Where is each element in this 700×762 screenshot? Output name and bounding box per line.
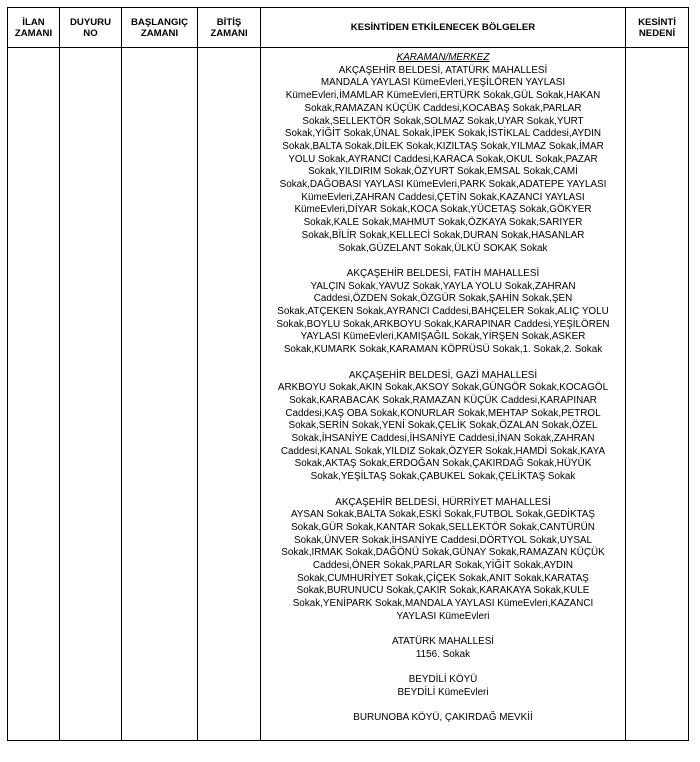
region-line: 1156. Sokak xyxy=(415,648,471,660)
region-line: Sokak,BOYLU Sokak,ARKBOYU Sokak,KARAPINAR Caddesi,YEŞİLÖREN xyxy=(276,318,610,330)
region-heading: ATATÜRK MAHALLESİ xyxy=(391,636,495,648)
region-line: Sokak,YEŞİLTAŞ Sokak,ÇABUKEL Sokak,ÇELİKTAŞ Sokak xyxy=(310,471,576,483)
region-line: Sokak,SERİN Sokak,YENİ Sokak,ÇELİK Sokak,ÖZALAN Sokak,ÖZEL xyxy=(288,420,598,432)
region-block xyxy=(261,370,625,484)
region-line: Sokak,ÜNVER Sokak,İHSANİYE Caddesi,DÖRTYOL Sokak,UYSAL xyxy=(293,534,592,546)
region-line: MANDALA YAYLASI KümeEvleri,YEŞİLÖREN YAYLASI xyxy=(320,77,566,89)
region-block xyxy=(261,497,625,624)
region-heading: AKÇAŞEHİR BELDESİ, FATİH MAHALLESİ xyxy=(346,267,540,279)
cell-kesinti-nedeni xyxy=(626,48,689,741)
region-block xyxy=(261,674,625,699)
region-line: Sokak,BİLİR Sokak,KELLECİ Sokak,DURAN Sokak,HASANLAR xyxy=(301,229,585,241)
region-heading: AKÇAŞEHİR BELDESİ, ATATÜRK MAHALLESİ xyxy=(338,64,548,76)
region-block xyxy=(261,712,625,725)
region-line: Sokak,BALTA Sokak,DİLEK Sokak,KIZILTAŞ Sokak,YILMAZ Sokak,İMAR xyxy=(282,140,604,152)
region-block xyxy=(261,65,625,256)
cell-duyuru-no xyxy=(60,48,122,741)
region-line: Sokak,YENİPARK Sokak,MANDALA YAYLASI KümeEvleri,KAZANCI xyxy=(292,598,594,610)
region-line: Sokak,KALE Sokak,MAHMUT Sokak,ÖZKAYA Sokak,SARIYER xyxy=(303,217,583,229)
region-line: Sokak,KUMARK Sokak,KARAMAN KÖPRÜSÜ Sokak,1. Sokak,2. Sokak xyxy=(283,344,603,356)
region-line: Sokak,IRMAK Sokak,DAĞÖNÜ Sokak,GÜNAY Sokak,RAMAZAN KÜÇÜK xyxy=(281,547,605,559)
region-heading: BURUNOBA KÖYÜ, ÇAKIRDAĞ MEVKİİ xyxy=(353,712,533,724)
region-line: KümeEvleri,DİYAR Sokak,KOCA Sokak,YÜCETAŞ Sokak,GÖKYER xyxy=(294,204,592,216)
region-line: YAYLASI KümeEvleri xyxy=(396,610,490,622)
cell-baslangic-zamani xyxy=(122,48,198,741)
region-line: Sokak,ATÇEKEN Sokak,AYRANCI Caddesi,BAHÇELER Sokak,ALIÇ YOLU xyxy=(277,306,609,318)
header-bitis-zamani: BİTİŞ ZAMANI xyxy=(198,8,261,48)
header-duyuru-no: DUYURU NO xyxy=(60,8,122,48)
cell-ilan-zamani xyxy=(8,48,60,741)
region-line: AYSAN Sokak,BALTA Sokak,ESKİ Sokak,FUTBOL Sokak,GEDİKTAŞ xyxy=(290,509,596,521)
region-heading: AKÇAŞEHİR BELDESİ, GAZİ MAHALLESİ xyxy=(348,369,538,381)
region-block xyxy=(261,636,625,661)
region-line: Sokak,CUMHURİYET Sokak,ÇİÇEK Sokak,ANIT Sokak,KARATAŞ xyxy=(297,572,589,584)
region-line: BEYDİLİ KümeEvleri xyxy=(397,687,489,699)
region-block xyxy=(261,268,625,357)
region-line: Caddesi,ÖNER Sokak,PARLAR Sokak,YİĞİT Sokak,AYDIN xyxy=(312,560,574,572)
header-etkilenecek-bolgeler: KESİNTİDEN ETKİLENECEK BÖLGELER xyxy=(261,8,626,48)
region-heading: BEYDİLİ KÖYÜ xyxy=(408,674,478,686)
region-line: KümeEvleri,ZAHRAN Caddesi,ÇETİN Sokak,KAZANCI YAYLASI xyxy=(301,191,585,203)
header-baslangic-zamani: BAŞLANGIÇ ZAMANI xyxy=(122,8,198,48)
cell-bitis-zamani xyxy=(198,48,261,741)
region-line: Sokak,GÜZELANT Sokak,ÜLKÜ SOKAK Sokak xyxy=(338,242,548,254)
region-blocks xyxy=(261,65,625,725)
region-line: Sokak,KARABACAK Sokak,RAMAZAN KÜÇÜK Caddesi,KARAPINAR xyxy=(289,394,597,406)
region-line: Sokak,İHSANİYE Caddesi,İHSANİYE Caddesi,İNAN Sokak,ZAHRAN xyxy=(291,433,595,445)
region-line: Sokak,AKTAŞ Sokak,ERDOĞAN Sokak,ÇAKIRDAĞ Sokak,HÜYÜK xyxy=(294,458,592,470)
region-line: Caddesi,ÖZDEN Sokak,ÖZGÜR Sokak,ŞAHİN Sokak,ŞEN xyxy=(313,293,573,305)
region-line: Sokak,RAMAZAN KÜÇÜK Caddesi,KOCABAŞ Sokak,PARLAR xyxy=(304,102,582,114)
header-ilan-zamani: İLAN ZAMANI xyxy=(8,8,60,48)
region-line: Sokak,YİĞİT Sokak,ÜNAL Sokak,İPEK Sokak,İSTİKLAL Caddesi,AYDIN xyxy=(284,128,602,140)
region-heading: AKÇAŞEHİR BELDESİ, HÜRRİYET MAHALLESİ xyxy=(335,496,551,508)
region-line: Sokak,BURUNUCU Sokak,ÇAKIR Sokak,KARAKAYA Sokak,KULE xyxy=(296,585,590,597)
region-line: KümeEvleri,İMAMLAR KümeEvleri,ERTÜRK Sokak,GÜL Sokak,HAKAN xyxy=(285,90,601,102)
region-line: YAYLASI KümeEvleri,KAMIŞAĞIL Sokak,YİRŞEN Sokak,ASKER xyxy=(300,331,586,343)
header-kesinti-nedeni: KESİNTİ NEDENİ xyxy=(626,8,689,48)
region-line: Sokak,YILDIRIM Sokak,ÖZYURT Sokak,EMSAL Sokak,CAMİ xyxy=(308,166,578,178)
region-line: Caddesi,KAŞ OBA Sokak,KONURLAR Sokak,MEHTAP Sokak,PETROL xyxy=(285,407,601,419)
header-row xyxy=(8,8,689,48)
region-line: Sokak,GÜR Sokak,KANTAR Sokak,SELLEKTÖR Sokak,CANTÜRÜN xyxy=(291,521,595,533)
region-line: Sokak,DAĞOBASI YAYLASI KümeEvleri,PARK Sokak,ADATEPE YAYLASI xyxy=(279,179,607,191)
table-row xyxy=(8,48,689,741)
district-title: KARAMAN/MERKEZ xyxy=(396,52,490,63)
region-line: Caddesi,KANAL Sokak,YILDIZ Sokak,ÖZYER Sokak,HAMDİ Sokak,KAYA xyxy=(280,445,606,457)
outage-table xyxy=(7,7,689,741)
region-line: Sokak,SELLEKTÖR Sokak,SOLMAZ Sokak,UYAR Sokak,YURT xyxy=(302,115,584,127)
cell-affected-regions xyxy=(261,48,626,741)
region-line: YALÇIN Sokak,YAVUZ Sokak,YAYLA YOLU Sokak,ZAHRAN xyxy=(310,280,576,292)
region-line: ARKBOYU Sokak,AKIN Sokak,AKSOY Sokak,GÜNGÖR Sokak,KOCAGÖL xyxy=(277,382,609,394)
region-line: YOLU Sokak,AYRANCI Caddesi,KARACA Sokak,OKUL Sokak,PAZAR xyxy=(288,153,598,165)
